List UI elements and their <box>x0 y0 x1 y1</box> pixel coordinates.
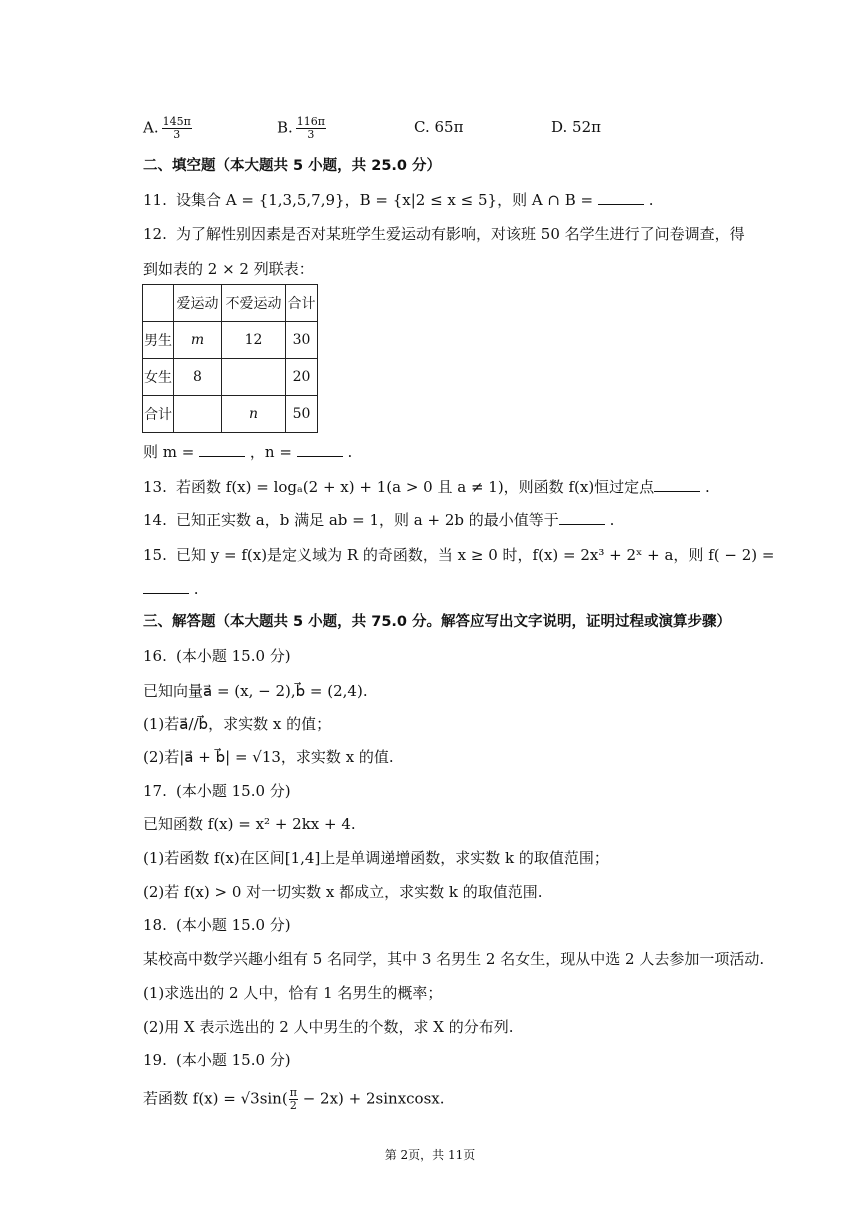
question-15-answer: . <box>143 578 199 600</box>
table-row: 女生 8 20 <box>143 359 318 396</box>
question-12-line2: 到如表的 2 × 2 列联表： <box>143 260 314 278</box>
question-17: 17. (本小题 15.0 分) <box>143 782 291 800</box>
question-14: 14. 已知正实数 a，b 满足 ab = 1，则 a + 2b 的最小值等于 . <box>143 511 615 529</box>
answer-blank <box>297 442 343 457</box>
table-header-row: 爱运动 不爱运动 合计 <box>143 285 318 322</box>
question-15: 15. 已知 y = f(x)是定义域为 R 的奇函数，当 x ≥ 0 时，f(x) = 2x³ + 2ˣ + a，则 f( − 2) = <box>143 546 775 564</box>
option-a <box>143 116 192 141</box>
question-11: 11. 设集合 A = {1,3,5,7,9}，B = {x|2 ≤ x ≤ 5}，则 A ∩ B = . <box>143 191 654 209</box>
option-b <box>277 116 326 141</box>
option-b-label: B. <box>277 118 293 137</box>
question-17-part1: (1)若函数 f(x)在区间[1,4]上是单调递增函数，求实数 k 的取值范围； <box>143 849 609 867</box>
question-18-part1: (1)求选出的 2 人中，恰有 1 名男生的概率； <box>143 984 443 1002</box>
answer-blank <box>199 442 245 457</box>
answer-blank <box>654 477 700 492</box>
question-16-part1: (1)若a⃗//b⃗，求实数 x 的值； <box>143 715 332 733</box>
option-c: C. 65π <box>414 118 464 136</box>
question-16: 16. (本小题 15.0 分) <box>143 647 291 665</box>
question-18-part2: (2)用 X 表示选出的 2 人中男生的个数，求 X 的分布列. <box>143 1018 514 1036</box>
option-a-label: A. <box>143 118 159 137</box>
option-d: D. 52π <box>551 118 601 136</box>
answer-blank <box>598 190 644 205</box>
question-17-part2: (2)若 f(x) > 0 对一切实数 x 都成立，求实数 k 的取值范围. <box>143 883 543 901</box>
pi-over-2-fraction: $\frac{\pi}{2}$ <box>289 1086 297 1112</box>
question-13: 13. 若函数 f(x) = logₐ(2 + x) + 1(a > 0 且 a ≠ 1)，则函数 f(x)恒过定点 . <box>143 478 710 496</box>
answer-blank <box>559 510 605 525</box>
question-19-stem: 若函数 f(x) = √3sin( $\frac{\pi}{2}$ − 2x) + 2sinxcosx. <box>143 1086 445 1112</box>
answer-blank <box>143 579 189 594</box>
option-b-fraction: $\frac{116\pi}{3}$ <box>296 115 326 141</box>
option-a-fraction: $\frac{145\pi}{3}$ <box>162 115 191 141</box>
contingency-table <box>142 284 318 433</box>
question-18: 18. (本小题 15.0 分) <box>143 916 291 934</box>
question-16-part2: (2)若|a⃗ + b⃗| = √13，求实数 x 的值. <box>143 748 394 766</box>
question-16-stem: 已知向量a⃗ = (x, − 2),b⃗ = (2,4). <box>143 682 368 700</box>
table-row: 男生 m 12 30 <box>143 322 318 359</box>
question-12-answer: 则 m = ，n = . <box>143 443 353 461</box>
page-footer: 第 2页，共 11页 <box>384 1148 476 1162</box>
question-17-stem: 已知函数 f(x) = x² + 2kx + 4. <box>143 815 356 833</box>
question-12-line1: 12. 为了解性别因素是否对某班学生爱运动有影响，对该班 50 名学生进行了问卷调查，得 <box>143 225 745 243</box>
question-18-stem: 某校高中数学兴趣小组有 5 名同学，其中 3 名男生 2 名女生，现从中选 2 人去参加一项活动. <box>143 950 765 968</box>
table-row: 合计 n 50 <box>143 396 318 433</box>
section-3-title: 三、解答题（本大题共 5 小题，共 75.0 分。解答应写出文字说明，证明过程或演算步骤） <box>143 614 732 630</box>
question-19: 19. (本小题 15.0 分) <box>143 1051 291 1069</box>
section-2-title: 二、填空题（本大题共 5 小题，共 25.0 分） <box>143 158 442 174</box>
